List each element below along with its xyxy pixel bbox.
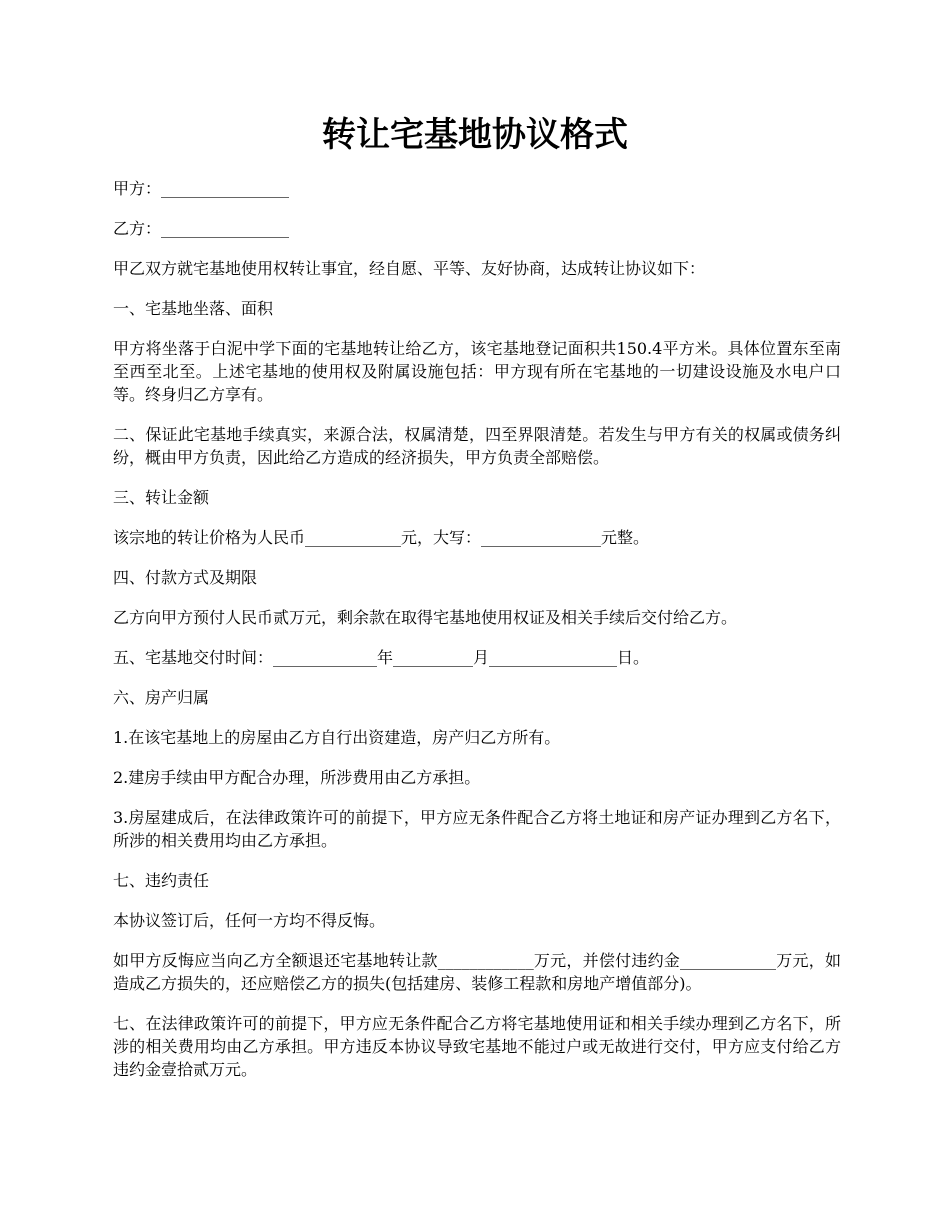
party-b-line: 乙方：________________ <box>113 219 290 238</box>
section-heading-7: 七、违约责任 <box>113 871 210 890</box>
transfer-obligation-paragraph: 七、在法律政策许可的前提下，甲方应无条件配合乙方将宅基地使用证和相关手续办理到乙方名下，所涉的相关费用均由乙方承担。甲方违反本协议导致宅基地不能过户或无故进行交付，甲方应支付给乙方违约金壹拾贰万元。 <box>113 1014 841 1079</box>
clause-6-3: 3.房屋建成后，在法律政策许可的前提下，甲方应无条件配合乙方将土地证和房产证办理到乙方名下，所涉的相关费用均由乙方承担。 <box>113 808 841 850</box>
intro-paragraph: 甲乙双方就宅基地使用权转让事宜，经自愿、平等、友好协商，达成转让协议如下： <box>113 259 706 278</box>
document-body <box>113 177 841 1098</box>
payment-paragraph: 乙方向甲方预付人民币贰万元，剩余款在取得宅基地使用权证及相关手续后交付给乙方。 <box>113 608 738 627</box>
location-paragraph: 甲方将坐落于白泥中学下面的宅基地转让给乙方，该宅基地登记面积共150.4平方米。具体位置东至南至西至北至。上述宅基地的使用权及附属设施包括：甲方现有所在宅基地的一切建设设施及水电户口等。终身归乙方享有。 <box>113 339 841 404</box>
section-heading-3: 三、转让金额 <box>113 488 210 507</box>
no-regret-paragraph: 本协议签订后，任何一方均不得反悔。 <box>113 911 386 930</box>
delivery-time-paragraph: 五、宅基地交付时间：_____________年__________月________________日。 <box>113 648 650 667</box>
section-heading-4: 四、付款方式及期限 <box>113 568 258 587</box>
breach-paragraph: 如甲方反悔应当向乙方全额退还宅基地转让款____________万元，并偿付违约金____________万元，如造成乙方损失的，还应赔偿乙方的损失(包括建房、装修工程款和房地产增值部分)。 <box>113 951 841 993</box>
document-title: 转让宅基地协议格式 <box>322 115 628 155</box>
party-a-line: 甲方：________________ <box>113 179 290 198</box>
clause-6-1: 1.在该宅基地上的房屋由乙方自行出资建造，房产归乙方所有。 <box>113 728 561 747</box>
section-heading-6: 六、房产归属 <box>113 688 210 707</box>
guarantee-paragraph: 二、保证此宅基地手续真实，来源合法，权属清楚，四至界限清楚。若发生与甲方有关的权属或债务纠纷，概由甲方负责，因此给乙方造成的经济损失，甲方负责全部赔偿。 <box>113 425 841 467</box>
section-heading-1: 一、宅基地坐落、面积 <box>113 299 274 318</box>
clause-6-2: 2.建房手续由甲方配合办理，所涉费用由乙方承担。 <box>113 768 481 787</box>
price-paragraph: 该宗地的转让价格为人民币____________元，大写：_______________元整。 <box>113 528 650 547</box>
